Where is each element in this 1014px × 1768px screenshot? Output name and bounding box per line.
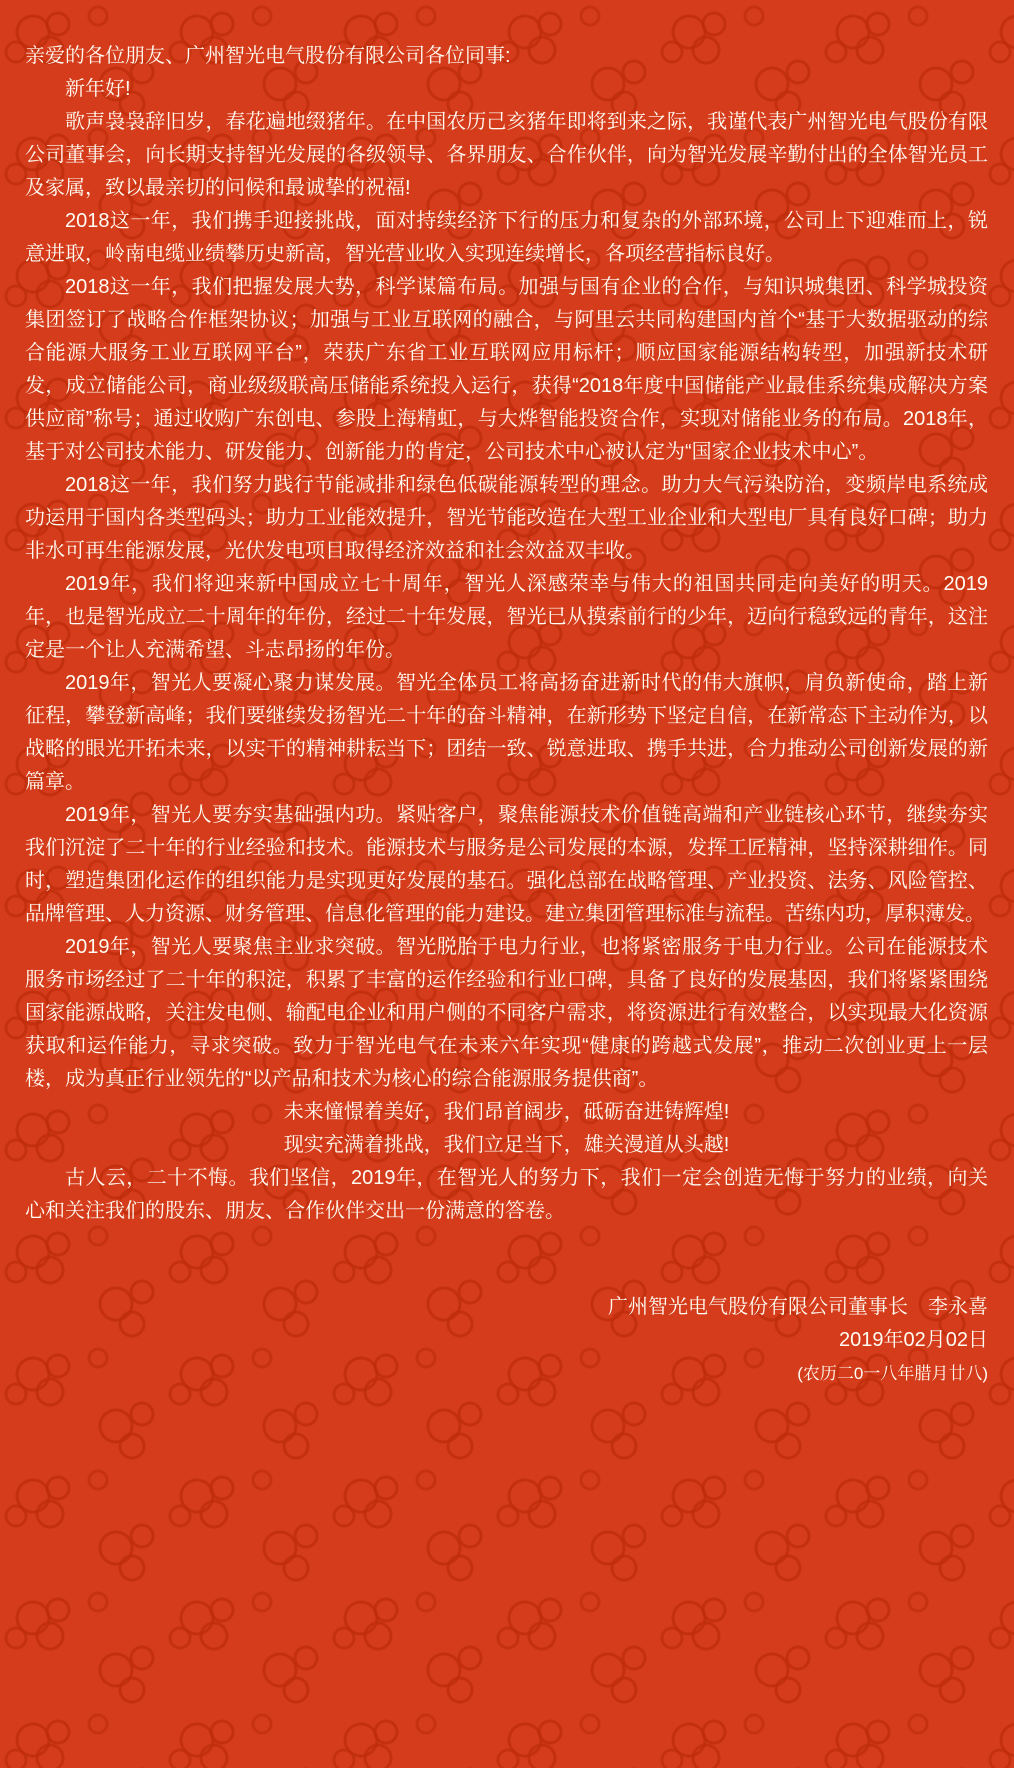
salutation-line: 亲爱的各位朋友、广州智光电气股份有限公司各位同事: bbox=[25, 45, 511, 67]
slogan-line-2: 现实充满着挑战，我们立足当下，雄关漫道从头越! bbox=[283, 1134, 730, 1156]
paragraph-2018-green-energy: 2018这一年，我们努力践行节能减排和绿色低碳能源转型的理念。助力大气污染防治，变频岸电系统成功运用于国内各类型码头；助力工业能效提升，智光节能改造在大型工业企业和大型电厂具有良好口碑；助力非水可再生能源发展，光伏发电项目取得经济效益和社会效益双丰收。 bbox=[25, 474, 988, 562]
closing-paragraph: 古人云，二十不悔。我们坚信，2019年，在智光人的努力下，我们一定会创造无悔于努力的业绩，向关心和关注我们的股东、朋友、合作伙伴交出一份满意的答卷。 bbox=[25, 1167, 988, 1222]
paragraph-2019-anniversary: 2019年，我们将迎来新中国成立七十周年，智光人深感荣幸与伟大的祖国共同走向美好的明天。2019年，也是智光成立二十周年的年份，经过二十年发展，智光已从摸索前行的少年，迈向行稳致远的青年，这注定是一个让人充满希望、斗志昂扬的年份。 bbox=[25, 573, 988, 661]
slogan-line-1: 未来憧憬着美好，我们昂首阔步，砥砺奋进铸辉煌! bbox=[283, 1101, 730, 1123]
signature-lunar-date: (农历二0一八年腊月廿八) bbox=[797, 1364, 988, 1383]
paragraph-2018-strategy: 2018这一年，我们把握发展大势，科学谋篇布局。加强与国有企业的合作，与知识城集团、科学城投资集团签订了战略合作框架协议；加强与工业互联网的融合，与阿里云共同构建国内首个“基于大数据驱动的综合能源大服务工业互联网平台”，荣获广东省工业互联网应用标杆；顺应国家能源结构转型，加强新技术研发，成立储能公司，商业级级联高压储能系统投入运行，获得“2018年度中国储能产业最佳系统集成解决方案供应商”称号；通过收购广东创电、参股上海精虹，与大烨智能投资合作，实现对储能业务的布局。2018年，基于对公司技术能力、研发能力、创新能力的肯定，公司技术中心被认定为“国家企业技术中心”。 bbox=[25, 276, 988, 463]
paragraph-2019-foundation: 2019年，智光人要夯实基础强内功。紧贴客户，聚焦能源技术价值链高端和产业链核心环节，继续夯实我们沉淀了二十年的行业经验和技术。能源技术与服务是公司发展的本源，发挥工匠精神，坚持深耕细作。同时，塑造集团化运作的组织能力是实现更好发展的基石。强化总部在战略管理、产业投资、法务、风险管控、品牌管理、人力资源、财务管理、信息化管理的能力建设。建立集团管理标准与流程。苦练内功，厚积薄发。 bbox=[25, 804, 988, 925]
signature-signer: 广州智光电气股份有限公司董事长 李永喜 bbox=[608, 1296, 988, 1318]
paragraph-2019-breakthrough: 2019年，智光人要聚焦主业求突破。智光脱胎于电力行业，也将紧密服务于电力行业。公司在能源技术服务市场经过了二十年的积淀，积累了丰富的运作经验和行业口碑，具备了良好的发展基因，我们将紧紧围绕国家能源战略，关注发电侧、输配电企业和用户侧的不同客户需求，将资源进行有效整合，以实现最大化资源获取和运作能力，寻求突破。致力于智光电气在未来六年实现“健康的跨越式发展”，推动二次创业更上一层楼，成为真正行业领先的“以产品和技术为核心的综合能源服务提供商”。 bbox=[25, 936, 988, 1090]
signature-block bbox=[25, 1291, 988, 1390]
greeting-line: 新年好! bbox=[65, 78, 131, 100]
paragraph-opening: 歌声袅袅辞旧岁，春花遍地缀猪年。在中国农历己亥猪年即将到来之际，我谨代表广州智光电气股份有限公司董事会，向长期支持智光发展的各级领导、各界朋友、合作伙伴，向为智光发展辛勤付出的全体智光员工及家属，致以最亲切的问候和最诚挚的祝福! bbox=[25, 111, 988, 199]
signature-date: 2019年02月02日 bbox=[839, 1329, 988, 1351]
paragraph-2019-development: 2019年，智光人要凝心聚力谋发展。智光全体员工将高扬奋进新时代的伟大旗帜，肩负新使命，踏上新征程，攀登新高峰；我们要继续发扬智光二十年的奋斗精神，在新形势下坚定自信，在新常态下主动作为，以战略的眼光开拓未来，以实干的精神耕耘当下；团结一致、锐意进取、携手共进，合力推动公司创新发展的新篇章。 bbox=[25, 672, 988, 793]
paragraph-2018-challenges: 2018这一年，我们携手迎接挑战，面对持续经济下行的压力和复杂的外部环境，公司上下迎难而上，锐意进取，岭南电缆业绩攀历史新高，智光营业收入实现连续增长，各项经营指标良好。 bbox=[25, 210, 988, 265]
